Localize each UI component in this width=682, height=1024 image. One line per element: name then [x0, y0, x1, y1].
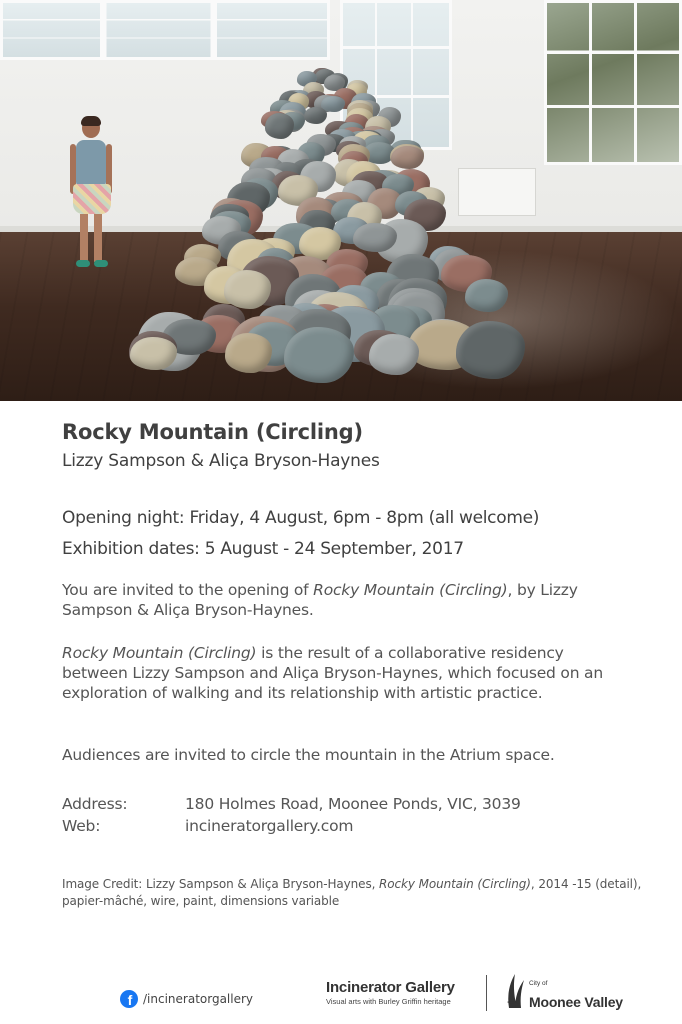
hero-photo	[0, 0, 682, 401]
gallery-tagline: Visual arts with Burley Griffin heritage	[326, 997, 451, 1006]
moonee-valley-logo	[505, 968, 625, 1012]
incinerator-gallery-logo	[326, 979, 455, 1006]
rock	[224, 270, 271, 309]
window	[0, 0, 330, 60]
facebook-icon: f	[120, 990, 138, 1008]
facebook-handle: /incineratorgallery	[143, 992, 254, 1006]
rock	[391, 146, 424, 168]
council-name: Moonee Valley	[529, 994, 623, 1010]
rock	[456, 321, 525, 379]
rock	[353, 223, 396, 252]
rock	[369, 334, 419, 375]
artists-names: Lizzy Sampson & Aliça Bryson-Haynes	[62, 451, 380, 471]
rock	[130, 337, 177, 370]
rock	[284, 327, 354, 383]
web-link[interactable]: incineratorgallery.com	[185, 817, 354, 835]
moonee-valley-emblem-icon	[505, 970, 527, 1010]
rock-sculpture	[132, 64, 538, 384]
rock	[265, 113, 294, 139]
gallery-name: Incinerator Gallery	[326, 979, 455, 996]
rock	[225, 333, 272, 373]
address-label: Address:	[62, 795, 128, 813]
rock	[465, 279, 508, 312]
council-prefix: City of	[529, 980, 548, 987]
address-value: 180 Holmes Road, Moonee Ponds, VIC, 3039	[185, 795, 521, 813]
web-row	[62, 817, 353, 835]
facebook-link[interactable]	[120, 990, 253, 1008]
logo-divider	[486, 975, 487, 1011]
description-paragraph: Rocky Mountain (Circling) is the result of a collaborative residency between Lizzy Sampson and Aliça Bryson-Haynes, which focused on an exploration of walking and its relationship with artistic practice.	[62, 644, 603, 702]
exhibition-dates: Exhibition dates: 5 August - 24 September, 2017	[62, 539, 464, 559]
address-row	[62, 795, 521, 813]
exhibition-title: Rocky Mountain (Circling)	[62, 420, 363, 444]
web-label: Web:	[62, 817, 101, 835]
audience-paragraph: Audiences are invited to circle the mountain in the Atrium space.	[62, 746, 555, 764]
invitation-paragraph: You are invited to the opening of Rocky Mountain (Circling), by Lizzy Sampson & Aliça Bryson-Haynes.	[62, 581, 578, 619]
window	[544, 0, 682, 165]
visitor-figure	[68, 118, 118, 274]
rock	[304, 107, 328, 124]
image-credit: Image Credit: Lizzy Sampson & Aliça Bryson-Haynes, Rocky Mountain (Circling), 2014 -15 (detail), papier-mâché, wire, paint, dimensions variable	[62, 877, 642, 908]
opening-night: Opening night: Friday, 4 August, 6pm - 8pm (all welcome)	[62, 508, 540, 528]
